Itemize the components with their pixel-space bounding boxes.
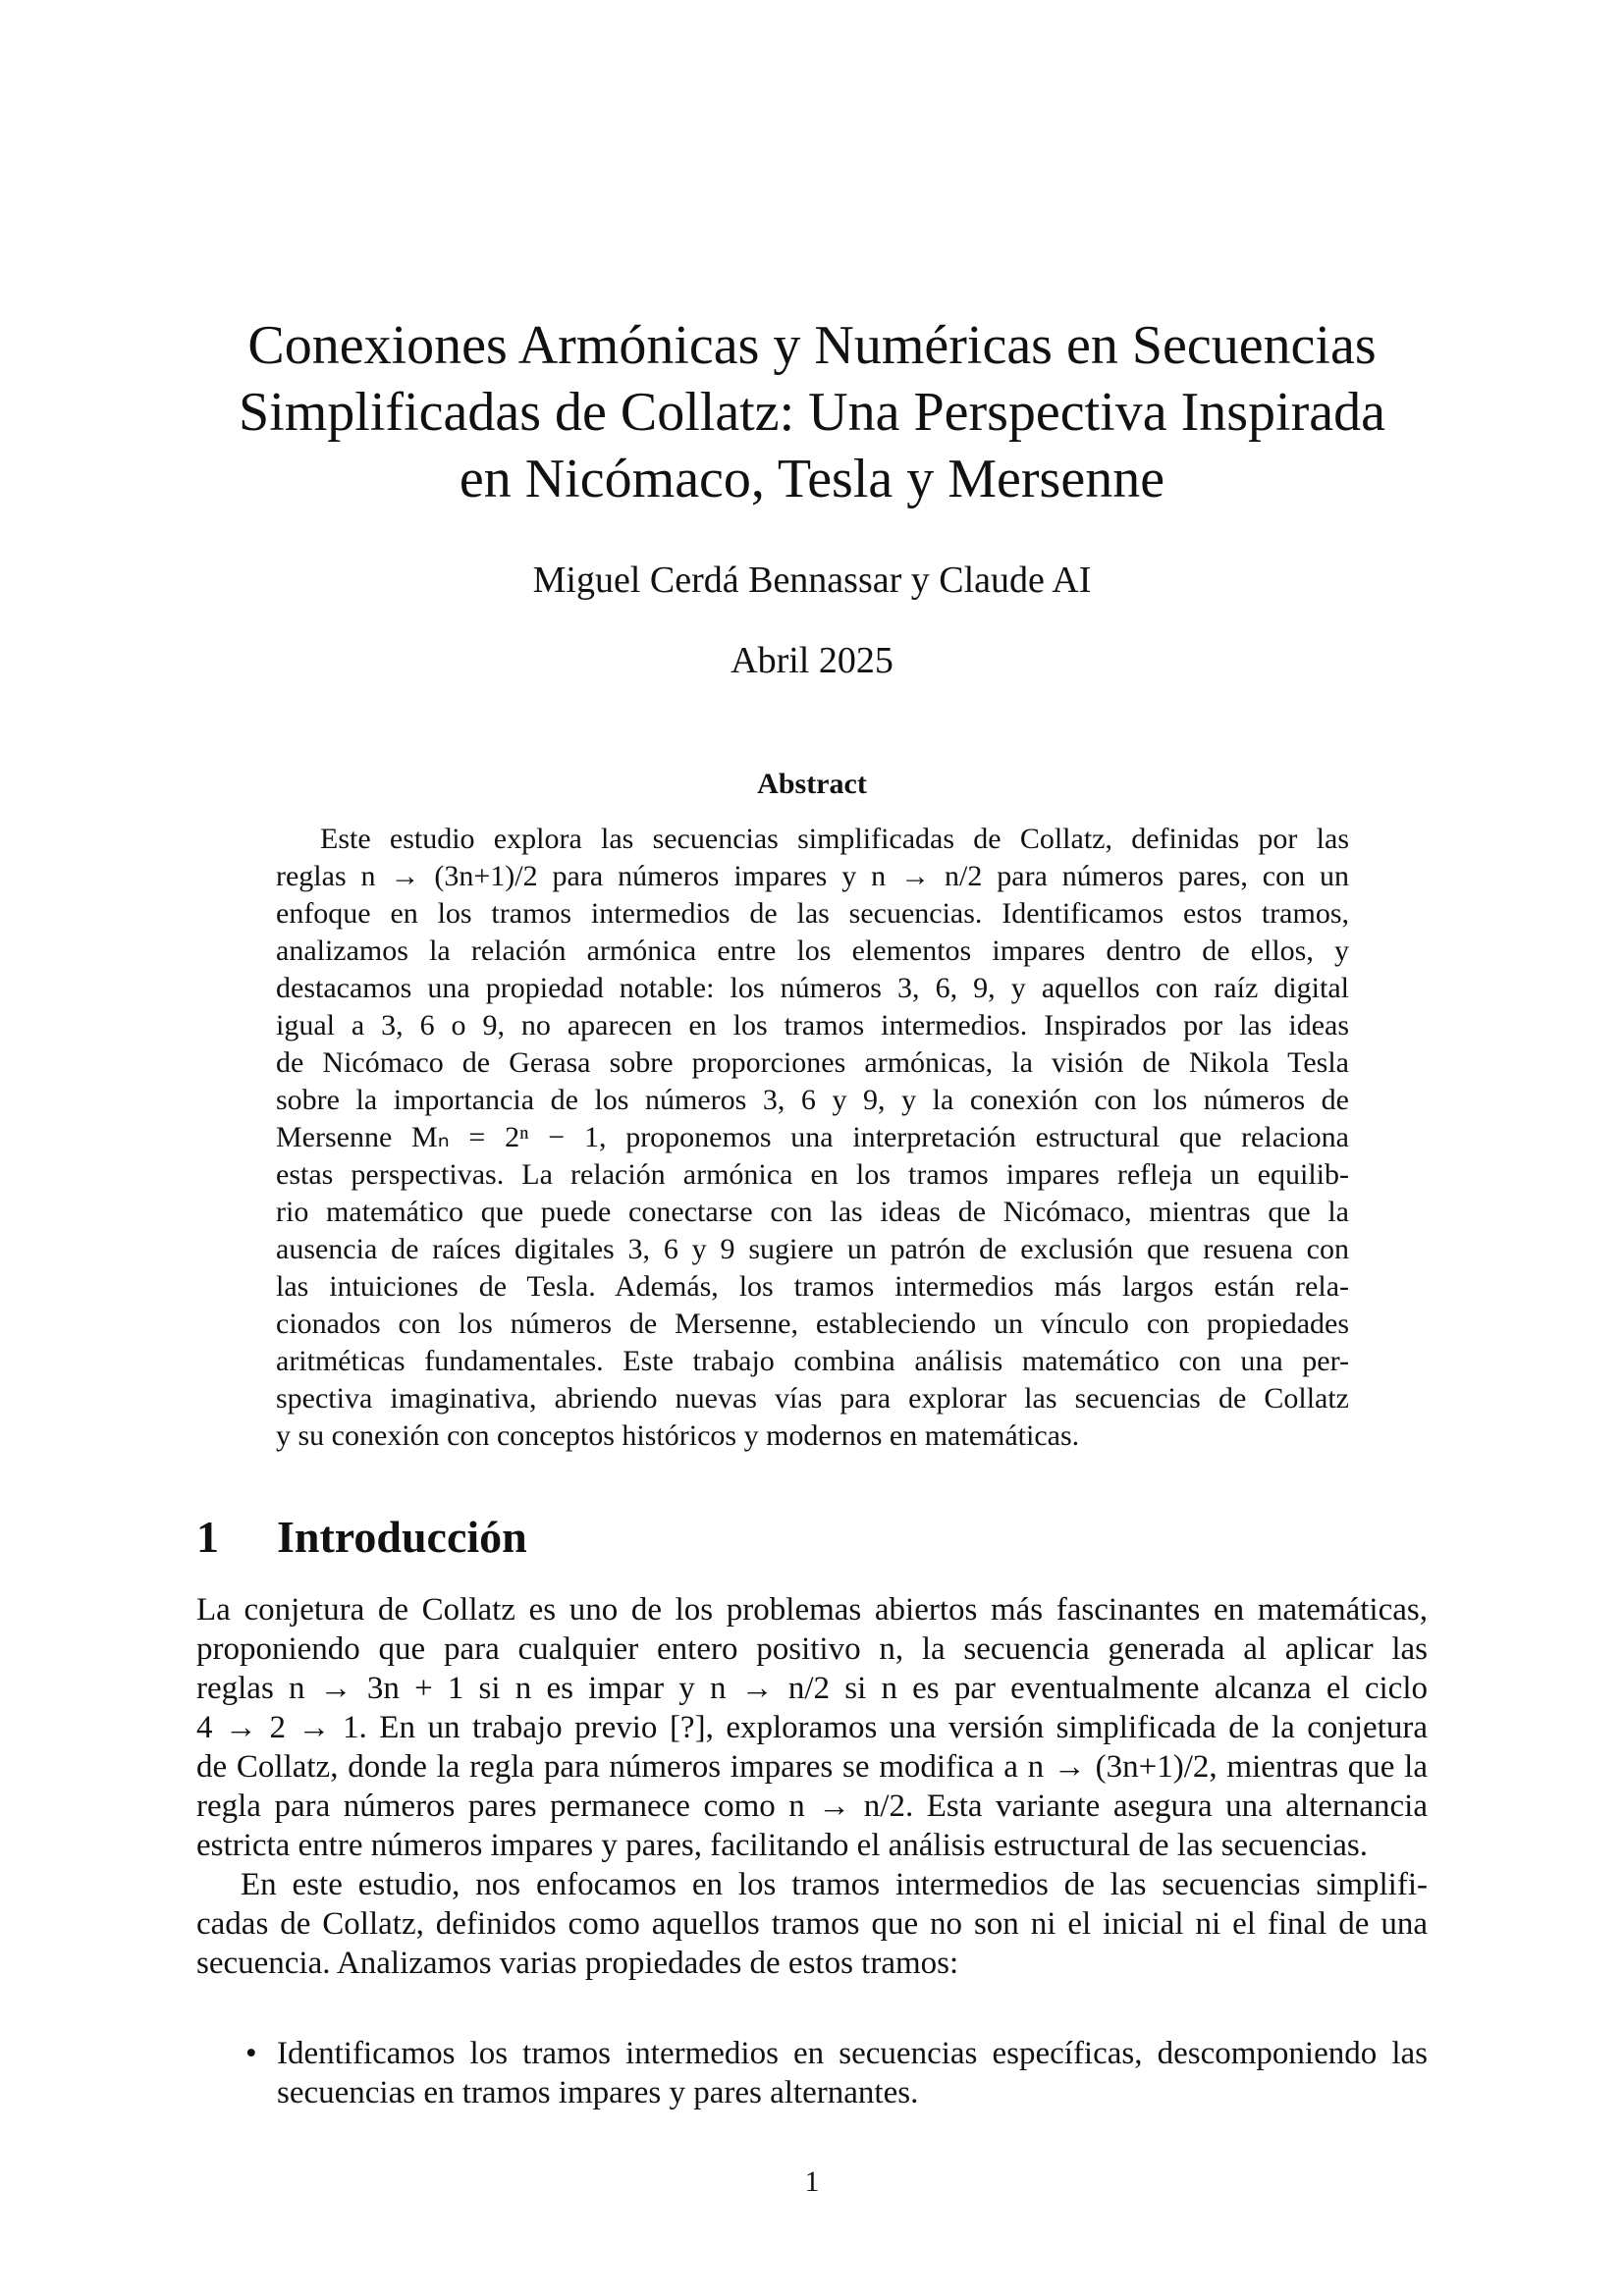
abstract-line: cionados con los números de Mersenne, estableciendo un vínculo con propiedades: [276, 1308, 1349, 1340]
abstract-line: enfoque en los tramos intermedios de las secuencias. Identificamos estos tramos,: [276, 897, 1349, 930]
abstract-line: analizamos la relación armónica entre los elementos impares dentro de ellos, y: [276, 934, 1349, 967]
abstract-line: aritméticas fundamentales. Este trabajo combina análisis matemático con una per-: [276, 1345, 1349, 1377]
paper-title: [147, 312, 1477, 512]
body-line: estricta entre números impares y pares, facilitando el análisis estructural de las secuencias.: [196, 1828, 1369, 1863]
introduction-text: [196, 1590, 1428, 1983]
body-line: 4 → 2 → 1. En un trabajo previo [?], exploramos una versión simplificada de la conjetura: [196, 1710, 1428, 1745]
body-line: cadas de Collatz, definidos como aquellos tramos que no son ni el inicial ni el final de una: [196, 1906, 1428, 1942]
bullet-line: secuencias en tramos impares y pares alternantes.: [277, 2075, 919, 2110]
body-line: En este estudio, nos enfocamos en los tramos intermedios de las secuencias simplifi-: [241, 1867, 1428, 1902]
abstract-line: y su conexión con conceptos históricos y modernos en matemáticas.: [276, 1419, 1080, 1452]
body-line: reglas n → 3n + 1 si n es impar y n → n/2 si n es par eventualmente alcanza el ciclo: [196, 1671, 1428, 1706]
bullet-line: Identificamos los tramos intermedios en secuencias específicas, descomponiendo las: [277, 2036, 1428, 2071]
paper-date: Abril 2025: [731, 640, 893, 681]
body-line: La conjetura de Collatz es uno de los problemas abiertos más fascinantes en matemáticas,: [196, 1592, 1428, 1628]
abstract-line: sobre la importancia de los números 3, 6 y 9, y la conexión con los números de: [276, 1084, 1349, 1116]
bullet-icon: •: [245, 2036, 257, 2071]
body-line: secuencia. Analizamos varias propiedades de estos tramos:: [196, 1946, 959, 1981]
body-line: proponiendo que para cualquier entero positivo n, la secuencia generada al aplicar las: [196, 1631, 1428, 1667]
bullet-list-item: [196, 2034, 1428, 2112]
abstract-heading: Abstract: [757, 768, 867, 800]
abstract-text: [276, 821, 1349, 1455]
title-line: en Nicómaco, Tesla y Mersenne: [459, 449, 1165, 509]
paper-authors: Miguel Cerdá Bennassar y Claude AI: [532, 560, 1092, 601]
abstract-line: Mersenne Mₙ = 2ⁿ − 1, proponemos una interpretación estructural que relaciona: [276, 1121, 1349, 1153]
title-line: Simplificadas de Collatz: Una Perspectiva Inspirada: [239, 382, 1385, 443]
bullet-text: [277, 2034, 1428, 2112]
abstract-line: las intuiciones de Tesla. Además, los tramos intermedios más largos están rela-: [276, 1270, 1349, 1303]
section-heading: [196, 1510, 527, 1565]
body-line: de Collatz, donde la regla para números impares se modifica a n → (3n+1)/2, mientras que la: [196, 1749, 1428, 1785]
section-title: Introducción: [277, 1512, 527, 1562]
abstract-line: igual a 3, 6 o 9, no aparecen en los tramos intermedios. Inspirados por las ideas: [276, 1009, 1349, 1041]
abstract-line: de Nicómaco de Gerasa sobre proporciones armónicas, la visión de Nikola Tesla: [276, 1046, 1349, 1079]
abstract-line: destacamos una propiedad notable: los números 3, 6, 9, y aquellos con raíz digital: [276, 972, 1349, 1004]
abstract-line: estas perspectivas. La relación armónica en los tramos impares refleja un equilib-: [276, 1158, 1349, 1191]
abstract-line: reglas n → (3n+1)/2 para números impares y n → n/2 para números pares, con un: [276, 860, 1349, 892]
abstract-line: ausencia de raíces digitales 3, 6 y 9 sugiere un patrón de exclusión que resuena con: [276, 1233, 1349, 1265]
section-number: 1: [196, 1512, 219, 1562]
abstract-line: spectiva imaginativa, abriendo nuevas vías para explorar las secuencias de Collatz: [276, 1382, 1349, 1415]
body-line: regla para números pares permanece como n → n/2. Esta variante asegura una alternancia: [196, 1789, 1428, 1824]
title-line: Conexiones Armónicas y Numéricas en Secuencias: [247, 315, 1377, 376]
abstract-line: rio matemático que puede conectarse con las ideas de Nicómaco, mientras que la: [276, 1196, 1349, 1228]
abstract-line: Este estudio explora las secuencias simplificadas de Collatz, definidas por las: [320, 823, 1349, 855]
page-number: 1: [804, 2165, 820, 2198]
